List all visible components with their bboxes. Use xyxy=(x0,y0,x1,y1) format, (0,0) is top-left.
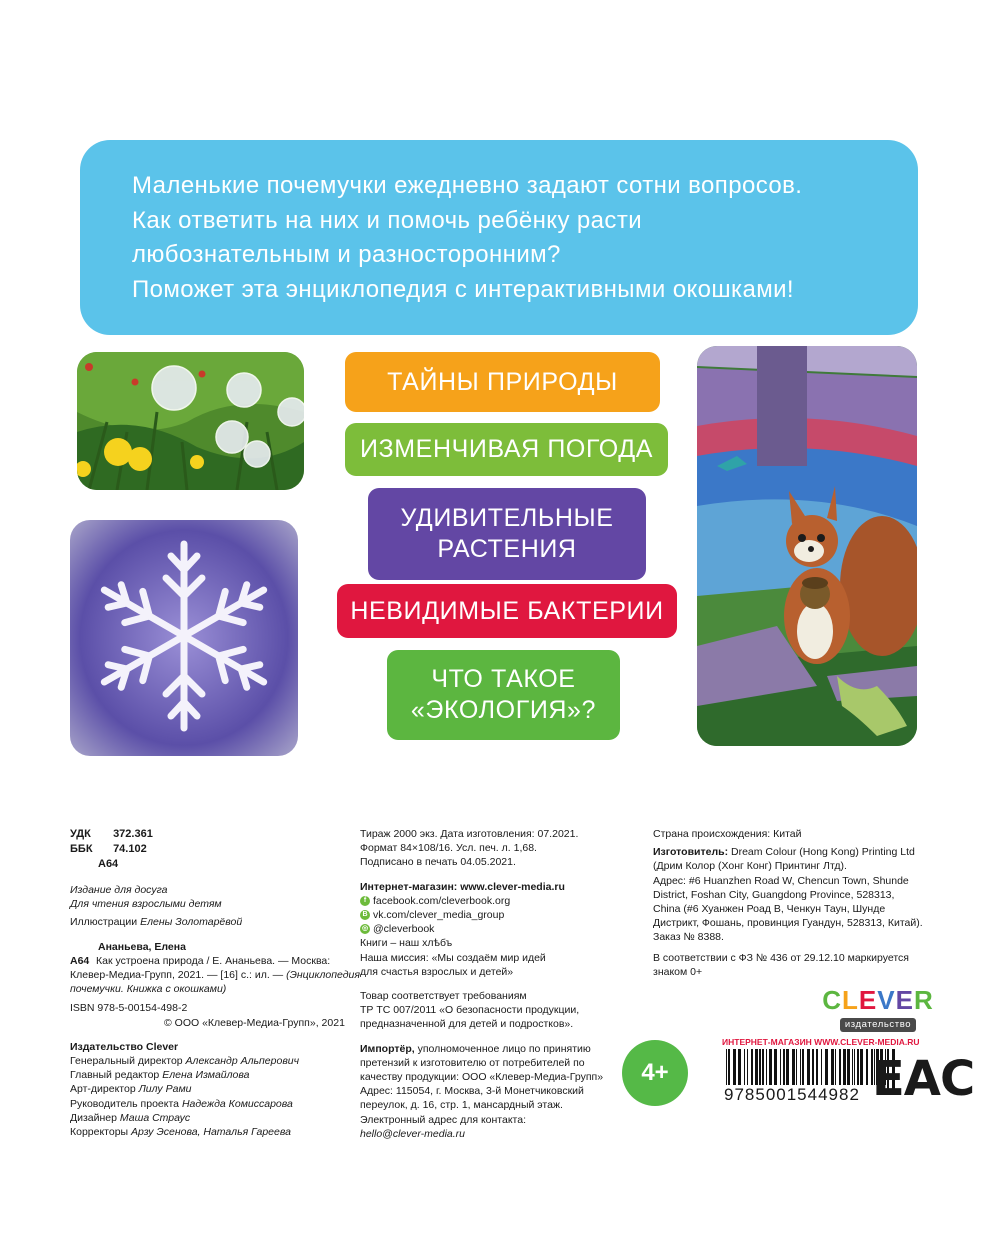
barcode-bar xyxy=(847,1049,850,1089)
logo-letter: V xyxy=(877,985,896,1015)
importer-line: переулок, д. 16, стр. 1, мансардный этаж. xyxy=(360,1099,563,1112)
standard-line: предназначенной для детей и подростков». xyxy=(360,1018,574,1031)
record-series: почемучки. Книжка с окошками) xyxy=(70,983,227,996)
edition-kind: Издание для досуга xyxy=(70,884,168,896)
barcode-bar xyxy=(769,1049,772,1089)
mission-line: Наша миссия: «Мы создаём мир идей xyxy=(360,951,546,964)
topic-label: «ЭКОЛОГИЯ»? xyxy=(410,696,597,724)
publisher-name: Издательство Clever xyxy=(70,1040,179,1053)
barcode-bar xyxy=(854,1049,855,1089)
format-line: Формат 84×108/16. Усл. печ. л. 1,68. xyxy=(360,842,537,855)
barcode-bar xyxy=(835,1049,836,1089)
staff-line: Генеральный директор Александр Альперович xyxy=(70,1055,300,1068)
logo-letter: C xyxy=(822,985,843,1015)
dandelion-illustration xyxy=(77,352,304,490)
staff-line: Дизайнер Маша Страус xyxy=(70,1111,191,1124)
shop-url-line[interactable]: ИНТЕРНЕТ-МАГАЗИН WWW.CLEVER-MEDIA.RU xyxy=(722,1037,920,1047)
maker-line: (Дрим Колор (Хонг Конг) Принтинг Лтд). xyxy=(653,860,847,873)
record-line: А64 Как устроена природа / Е. Ананьева. — Москва: xyxy=(70,954,331,967)
description-box xyxy=(80,140,918,335)
maker-line: Изготовитель: Dream Colour (Hong Kong) Printing Ltd xyxy=(653,846,915,859)
bbk-line: ББК 74.102 xyxy=(70,843,147,855)
social-vk[interactable]: B vk.com/clever_media_group xyxy=(360,908,640,922)
clever-logo xyxy=(818,986,938,1032)
barcode-bar xyxy=(774,1049,777,1089)
barcode-bar xyxy=(860,1049,863,1089)
standard-line: Товар соответствует требованиям xyxy=(360,990,527,1003)
country-of-origin: Страна происхождения: Китай xyxy=(653,828,802,840)
staff-line: Главный редактор Елена Измайлова xyxy=(70,1069,250,1082)
age-rating-badge: 4+ xyxy=(622,1040,688,1106)
barcode-bar xyxy=(825,1049,828,1089)
barcode-bar xyxy=(831,1049,834,1089)
barcode-number: 9785001544982 xyxy=(722,1085,886,1105)
isbn: ISBN 978-5-00154-498-2 xyxy=(70,1002,188,1015)
importer-line: претензий к изготовителю от потребителей по xyxy=(360,1056,585,1069)
barcode-bar xyxy=(843,1049,846,1089)
barcode-bar xyxy=(796,1049,797,1089)
topic-label: ИЗМЕНЧИВАЯ ПОГОДА xyxy=(359,435,654,463)
barcode-bar xyxy=(759,1049,761,1089)
contact-email[interactable]: hello@clever-media.ru xyxy=(360,1127,466,1140)
facebook-icon: f xyxy=(360,896,370,906)
description-line: Как ответить на них и помочь ребёнку расти xyxy=(132,206,643,234)
barcode-bar xyxy=(866,1049,868,1089)
barcode-bar xyxy=(802,1049,804,1089)
imprint-column xyxy=(70,827,360,1139)
vk-icon: B xyxy=(360,910,370,920)
barcode-bar xyxy=(812,1049,814,1089)
print-run: Тираж 2000 экз. Дата изготовления: 07.2021. xyxy=(360,828,579,840)
maker-line: Дистрикт, Фошань, провинция Гуандун, 528313, Китай). xyxy=(653,917,923,930)
barcode-bar xyxy=(852,1049,853,1089)
barcode-bar xyxy=(783,1049,785,1089)
barcode-bar xyxy=(728,1049,730,1089)
description-line: любознательным и разносторонним? xyxy=(132,241,561,268)
barcode-bar xyxy=(744,1049,745,1089)
snowflake-illustration xyxy=(70,520,298,756)
shop-line: Интернет-магазин: www.clever-media.ru xyxy=(360,880,565,893)
barcode-bar xyxy=(733,1049,736,1089)
logo-subtitle: издательство xyxy=(840,1018,916,1032)
barcode-bar xyxy=(792,1049,795,1089)
barcode-bar xyxy=(800,1049,801,1089)
illustrator-line: Иллюстрации Елены Золотарёвой xyxy=(70,916,243,929)
logo-letter: L xyxy=(842,985,859,1015)
origin-column xyxy=(653,827,933,979)
topic-label: РАСТЕНИЯ xyxy=(437,535,577,563)
barcode-bar xyxy=(780,1049,781,1089)
barcode-bar xyxy=(762,1049,764,1089)
barcode-bar xyxy=(839,1049,841,1089)
topic-changing-weather xyxy=(345,423,668,476)
staff-line: Корректоры Арзу Эсенова, Наталья Гареева xyxy=(70,1126,291,1139)
record-line: Клевер-Медиа-Групп, 2021. — [16] с.: ил. — (Энциклопедия xyxy=(70,969,360,982)
audience-line: Для чтения взрослыми детям xyxy=(70,898,222,911)
topic-invisible-bacteria xyxy=(337,584,677,638)
importer-line: Импортёр, уполномоченное лицо по принятию xyxy=(360,1042,591,1055)
topic-label: НЕВИДИМЫЕ БАКТЕРИИ xyxy=(350,596,664,625)
topic-ecology xyxy=(387,650,620,740)
description-line: Маленькие почемучки ежедневно задают сотни вопросов. xyxy=(132,172,803,199)
eac-mark: ЕАС xyxy=(872,1051,975,1107)
law-line: В соответствии с ФЗ № 436 от 29.12.10 маркируется xyxy=(653,951,909,964)
maker-line: Адрес: #6 Huanzhen Road W, Chencun Town, Shunde xyxy=(653,874,909,887)
maker-line: China (#6 Хуанжен Роад В, Ченкун Таун, Шунде xyxy=(653,903,886,916)
logo-letter: E xyxy=(858,985,878,1015)
barcode-bar xyxy=(807,1049,810,1089)
law-line: знаком 0+ xyxy=(653,965,703,978)
topic-label: ТАЙНЫ ПРИРОДЫ xyxy=(387,367,618,396)
copyright: © ООО «Клевер-Медиа-Групп», 2021 xyxy=(164,1016,345,1029)
maker-line: District, Foshan City, Guangdong Province, 528313, xyxy=(653,888,895,901)
barcode-bar xyxy=(766,1049,767,1089)
importer-line: Адрес: 115054, г. Москва, 3-й Монетчиковский xyxy=(360,1085,584,1098)
standard-line: ТР ТС 007/2011 «О безопасности продукции, xyxy=(360,1004,580,1017)
topic-label: УДИВИТЕЛЬНЫЕ xyxy=(400,504,614,532)
production-column xyxy=(360,827,640,1141)
motto: Книги – наш хлѣбъ xyxy=(360,937,453,950)
topic-label: ЧТО ТАКОЕ xyxy=(431,665,576,693)
squirrel-illustration xyxy=(697,346,917,746)
logo-word xyxy=(818,986,938,1014)
barcode-bar xyxy=(821,1049,822,1089)
signed-date: Подписано в печать 04.05.2021. xyxy=(360,856,516,869)
barcode-bar xyxy=(755,1049,758,1089)
staff-line: Руководитель проекта Надежда Комиссарова xyxy=(70,1097,293,1110)
logo-letter: E xyxy=(895,985,914,1015)
barcode-bar xyxy=(816,1049,818,1089)
barcode-bar xyxy=(786,1049,789,1089)
author-sign: А64 xyxy=(98,858,119,870)
social-instagram[interactable]: ◎ @cleverbook xyxy=(361,923,435,936)
barcode-bar xyxy=(747,1049,748,1089)
topic-nature-secrets xyxy=(345,352,660,412)
barcode-bar xyxy=(751,1049,753,1089)
logo-letter: R xyxy=(913,985,934,1015)
social-facebook[interactable]: f facebook.com/cleverbook.org xyxy=(360,894,640,908)
mission-line: для счастья взрослых и детей» xyxy=(360,965,514,978)
importer-line: Электронный адрес для контакта: xyxy=(360,1113,527,1126)
barcode-bar xyxy=(738,1049,741,1089)
udk-line: УДК 372.361 xyxy=(70,828,153,840)
description-line: Поможет эта энциклопедия с интерактивными окошками! xyxy=(132,275,794,303)
importer-line: качеству продукции: ООО «Клевер-Медиа-Групп» xyxy=(360,1071,604,1084)
topic-amazing-plants xyxy=(368,488,646,580)
author-heading: Ананьева, Елена xyxy=(98,940,186,953)
barcode-bar xyxy=(726,1049,727,1089)
barcode-bar xyxy=(857,1049,859,1089)
instagram-icon: ◎ xyxy=(361,925,369,933)
order-number: Заказ № 8388. xyxy=(653,931,724,944)
staff-line: Арт-директор Лилу Рами xyxy=(70,1083,192,1096)
